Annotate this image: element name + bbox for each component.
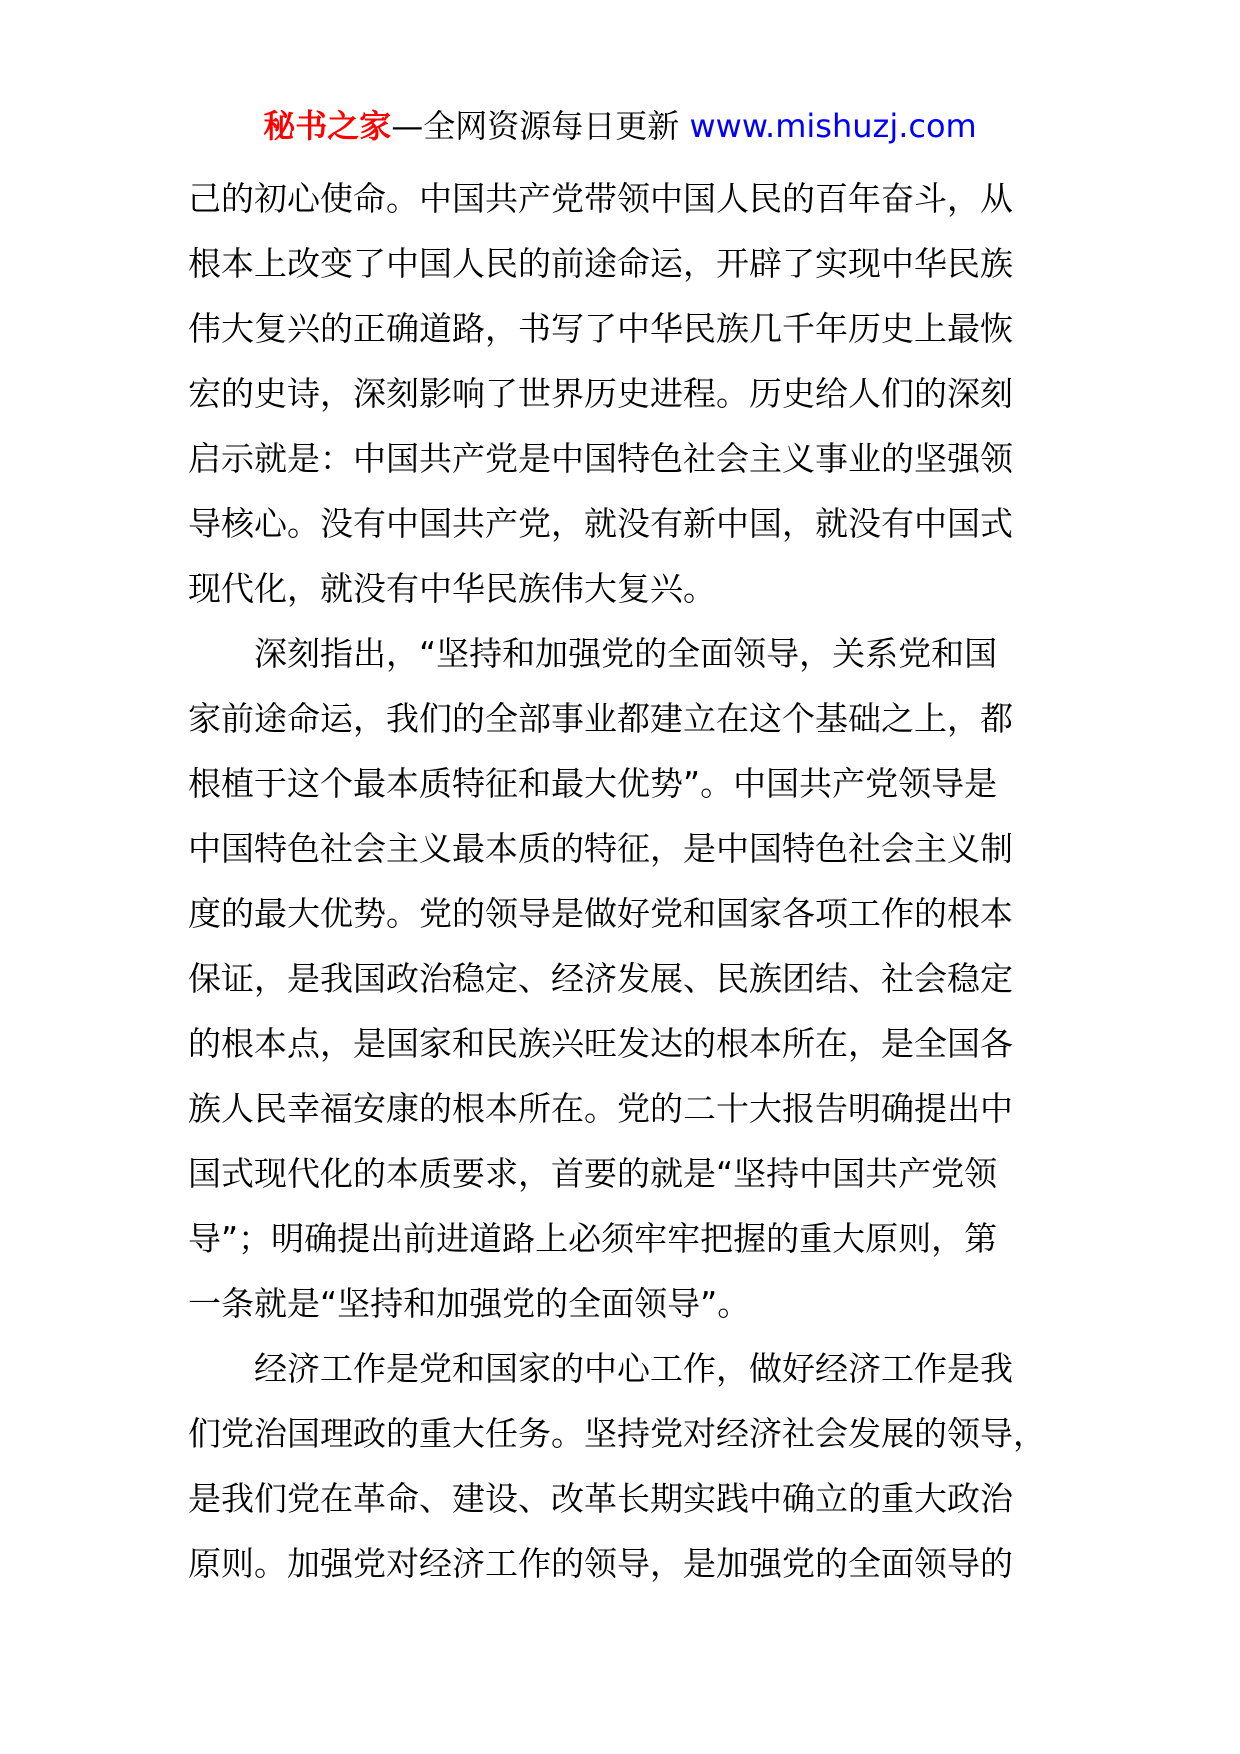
text-line: 度的最大优势。党的领导是做好党和国家各项工作的根本 [188,894,1013,933]
text-line: 启示就是：中国共产党是中国特色社会主义事业的坚强领 [188,439,1013,478]
text-line: 原则。加强党对经济工作的领导，是加强党的全面领导的 [188,1544,1013,1583]
text-line: 己的初心使命。中国共产党带领中国人民的百年奋斗，从 [188,179,1013,218]
paragraph-first-line: 深刻指出，“坚持和加强党的全面领导，关系党和国 [254,634,998,673]
brand-name: 秘书之家 [263,107,392,145]
site-tagline: —全网资源每日更新 [391,107,680,145]
text-line: 家前途命运，我们的全部事业都建立在这个基础之上，都 [188,699,1013,738]
document-body [188,166,1078,1596]
text-line: 族人民幸福安康的根本所在。党的二十大报告明确提出中 [188,1089,1013,1128]
site-header [0,104,1240,148]
text-line: 是我们党在革命、建设、改革长期实践中确立的重大政治 [188,1479,1013,1518]
text-line: 一条就是“坚持和加强党的全面领导”。 [188,1284,751,1323]
text-line: 中国特色社会主义最本质的特征，是中国特色社会主义制 [188,829,1013,868]
site-url-link[interactable]: www.mishuzj.com [689,107,977,145]
text-line: 导核心。没有中国共产党，就没有新中国，就没有中国式 [188,504,1013,543]
text-line: 根本上改变了中国人民的前途命运，开辟了实现中华民族 [188,244,1013,283]
text-line: 们党治国理政的重大任务。坚持党对经济社会发展的领导， [188,1414,1046,1453]
text-line: 国式现代化的本质要求，首要的就是“坚持中国共产党领 [188,1154,998,1193]
text-line: 保证，是我国政治稳定、经济发展、民族团结、社会稳定 [188,959,1013,998]
text-line: 根植于这个最本质特征和最大优势”。中国共产党领导是 [188,764,998,803]
text-line: 伟大复兴的正确道路，书写了中华民族几千年历史上最恢 [188,309,1013,348]
text-line: 导”；明确提出前进道路上必须牢牢把握的重大原则，第 [188,1219,998,1258]
text-line: 宏的史诗，深刻影响了世界历史进程。历史给人们的深刻 [188,374,1013,413]
text-line: 现代化，就没有中华民族伟大复兴。 [188,569,716,608]
paragraph-first-line: 经济工作是党和国家的中心工作，做好经济工作是我 [254,1349,1013,1388]
text-line: 的根本点，是国家和民族兴旺发达的根本所在，是全国各 [188,1024,1013,1063]
